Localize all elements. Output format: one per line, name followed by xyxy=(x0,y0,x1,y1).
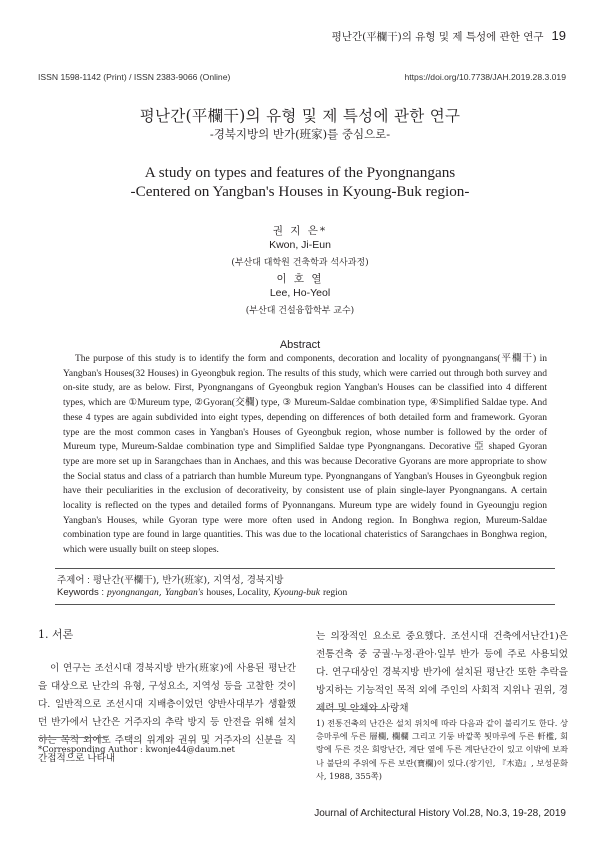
body-paragraph: 는 의장적인 요소로 중요했다. 조선시대 건축에서난간1)은 전통건축 중 궁궐·누정·관아·일부 반가 등에 주로 사용되었다. 연구대상인 경북지방 반가에 설치된 평난간 또한 추락을 방지하는 기능적인 목적 외에 주인의 사회적 지위나 권위, 경제력 및 안채와 사랑채 xyxy=(316,631,568,714)
keyword-term: Yangban's xyxy=(164,588,204,598)
keywords-bottom-rule xyxy=(55,604,555,605)
author-1-affiliation: (부산대 대학원 건축학과 석사과정) xyxy=(231,258,369,268)
keywords-korean-label: 주제어 : xyxy=(57,575,90,586)
keywords-korean xyxy=(57,572,283,586)
author-2-name-english: Lee, Ho-Yeol xyxy=(269,287,331,299)
subtitle-english: -Centered on Yangban's Houses in Kyoung-Buk region- xyxy=(130,183,470,200)
author-1-name-english: Kwon, Ji-Eun xyxy=(269,239,331,251)
title-korean: 평난간(平欄干)의 유형 및 제 특성에 관한 연구 xyxy=(139,107,461,125)
keywords-top-rule xyxy=(55,568,555,569)
subtitle-korean: -경북지방의 반가(班家)를 중심으로- xyxy=(209,127,391,141)
page-number: 19 xyxy=(551,28,566,43)
keyword-term: houses, Locality, xyxy=(206,588,271,598)
abstract-heading: Abstract xyxy=(279,339,321,351)
keywords-english-label: Keywords : xyxy=(57,587,104,598)
title-english: A study on types and features of the Pyongnangans xyxy=(144,164,456,181)
keywords-english: Keywords : pyongnangan, Yangban's houses, Locality, Kyoung-buk region xyxy=(57,587,348,598)
doi-link[interactable]: https://doi.org/10.7738/JAH.2019.28.3.019 xyxy=(404,72,566,82)
abstract-text: The purpose of this study is to identify the form and components, decoration and locality of pyongnangans(平欄干) in Yangban's Houses(32 Houses) in Gyeongbuk region. The results of this study, which were carried out through both survey and on-site study, are as below. First, Pyongnangans of Gyeongbuk region Yangban's Houses can be classified into 4 different types, which are ①Mureum type, ②Gyoran(交欄) type, ③ Mureum-Saldae combination type, ④Simplified Saldae type. And these 4 types are again subdivided into eight types, depending on differences of both detailed form and framework. Gyoran type are the most common cases in Yangban's Houses of Gyeongbuk region, whose number is followed by the order of Mureum type, Mureum-Saldae combination type and Simplified Saldae type Pyongnangans. Decorative 亞 shaped Gyoran type are more set up in Sarangchaes than in Anchaes, and this was because Decorative Gyorans are more appropriate to show the Social status and class of a patriarch than humble Mureum type. Pyongnangans of Yangban's Houses in Gyeongbuk region have their peculiarities in the exclusion of decorativeity, by consistent use of plain single-layer Pyongnangans. A certain locality is reflected on the types and detailed forms of Pyonnangans. Mureum type are widely found in Gyeoungju region Yangban's Houses, while Gyoran type were more often used in Andong region. In Bonghwa region, Mureum-Saldae combination type are found in large quantities. This was due to the locational chateristics of Sarangchaes in Bonghwa region, which were usually built on steep slopes. xyxy=(63,354,547,556)
abstract-body xyxy=(63,352,547,558)
body-paragraph: 이 연구는 조선시대 경북지방 반가(班家)에 사용된 평난간을 대상으로 난간의 유형, 구성요소, 지역성 등을 고찰한 것이다. 일반적으로 조선시대 지배층이었던 양반사대부가 생활했던 반가에서 난간은 거주자의 추락 방지 등 안전을 위해 설치하는 목적 외에도 주택의 위계와 권위 및 거주자의 신분을 직간접적으로 나타내 xyxy=(38,663,296,764)
keywords-korean-text: 평난간(平欄干), 반가(班家), 지역성, 경북지방 xyxy=(92,575,284,586)
running-head xyxy=(332,28,566,44)
journal-footer: Journal of Architectural History Vol.28, No.3, 19-28, 2019 xyxy=(314,808,566,819)
keyword-term: region xyxy=(323,588,348,598)
keyword-term: pyongnangan xyxy=(107,588,159,598)
body-column-right xyxy=(316,628,568,718)
running-head-title: 평난간(平欄干)의 유형 및 제 특성에 관한 연구 xyxy=(331,31,544,43)
footnote-1: 1) 전통건축의 난간은 설치 위치에 따라 다음과 같이 불리기도 한다. 상층마루에 두른 層欄, 欄欄 그리고 기둥 바깥쪽 툇마루에 두른 軒檻, 회랑에 두른 것은 회랑난간, 계단 옆에 두른 계단난간이 있고 이밖에 보좌나 불단의 주위에 두른 보란(寶欄)이 있다.(장기인, 『木造』, 보성문화사, 1988, 355쪽) xyxy=(316,718,568,781)
keyword-term: Kyoung-buk xyxy=(273,588,320,598)
issn: ISSN 1598-1142 (Print) / ISSN 2383-9066 (Online) xyxy=(38,72,231,82)
author-2-affiliation: (부산대 건설융합학부 교수) xyxy=(245,306,355,316)
corresponding-divider xyxy=(38,737,108,738)
author-2-name-korean: 이 호 열 xyxy=(276,273,324,285)
author-1-name-korean: 권 지 은* xyxy=(272,225,328,237)
section-heading: 1. 서론 xyxy=(38,628,74,641)
footnote-divider xyxy=(316,709,386,710)
corresponding-author: *Corresponding Author : kwonje44@daum.net xyxy=(38,744,235,754)
